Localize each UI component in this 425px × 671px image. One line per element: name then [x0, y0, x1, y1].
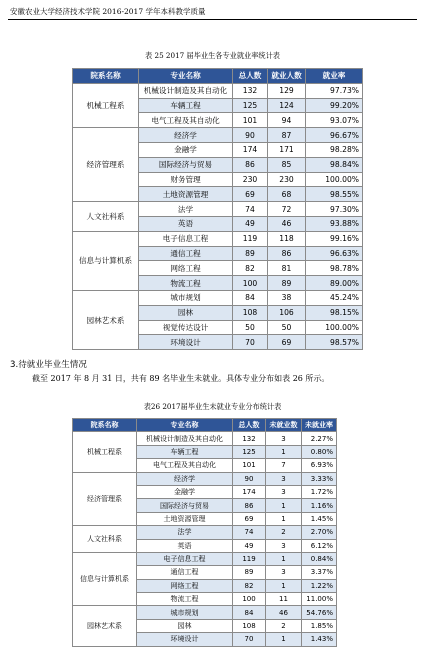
count-cell: 2	[266, 526, 302, 539]
total-cell: 70	[233, 335, 268, 350]
table26-unemployment	[72, 418, 337, 647]
section-paragraph: 截至 2017 年 8 月 31 日，共有 89 名毕业生未就业。具体专业分布如表 26 所示。	[32, 374, 330, 383]
major-cell: 网络工程	[137, 579, 233, 592]
major-cell: 车辆工程	[137, 445, 233, 458]
major-cell: 园林	[137, 619, 233, 632]
count-cell: 86	[268, 246, 306, 261]
count-cell: 1	[266, 499, 302, 512]
rate-cell: 98.78%	[306, 261, 363, 276]
total-cell: 100	[233, 276, 268, 291]
dept-cell: 机械工程系	[73, 432, 137, 472]
rate-cell: 98.15%	[306, 305, 363, 320]
major-cell: 英语	[137, 539, 233, 552]
rate-cell: 98.84%	[306, 157, 363, 172]
header-count: 就业人数	[268, 69, 306, 84]
count-cell: 69	[268, 335, 306, 350]
total-cell: 84	[233, 606, 266, 619]
count-cell: 1	[266, 579, 302, 592]
major-cell: 通信工程	[137, 566, 233, 579]
total-cell: 101	[233, 113, 268, 128]
count-cell: 129	[268, 83, 306, 98]
total-cell: 119	[233, 231, 268, 246]
major-cell: 网络工程	[139, 261, 233, 276]
count-cell: 85	[268, 157, 306, 172]
count-cell: 46	[266, 606, 302, 619]
table-row	[73, 83, 363, 98]
table26-header-row	[73, 419, 337, 432]
table-row	[73, 290, 363, 305]
major-cell: 电子信息工程	[137, 552, 233, 565]
count-cell: 1	[266, 445, 302, 458]
rate-cell: 96.63%	[306, 246, 363, 261]
header-dept: 院系名称	[73, 419, 137, 432]
total-cell: 69	[233, 187, 268, 202]
table-row	[73, 202, 363, 217]
major-cell: 法学	[137, 526, 233, 539]
total-cell: 82	[233, 579, 266, 592]
count-cell: 50	[268, 320, 306, 335]
major-cell: 金融学	[137, 485, 233, 498]
page-header: 安徽农业大学经济技术学院 2016-2017 学年本科教学质量	[10, 7, 206, 16]
dept-cell: 人文社科系	[73, 202, 139, 232]
major-cell: 机械设计制造及其自动化	[139, 83, 233, 98]
major-cell: 电子信息工程	[139, 231, 233, 246]
rate-cell: 96.67%	[306, 128, 363, 143]
table-row	[73, 526, 337, 539]
major-cell: 财务管理	[139, 172, 233, 187]
rate-cell: 98.28%	[306, 142, 363, 157]
major-cell: 园林	[139, 305, 233, 320]
rate-cell: 45.24%	[306, 290, 363, 305]
table-row	[73, 432, 337, 445]
rate-cell: 97.73%	[306, 83, 363, 98]
count-cell: 3	[266, 485, 302, 498]
major-cell: 环境设计	[137, 633, 233, 646]
major-cell: 物流工程	[139, 276, 233, 291]
count-cell: 38	[268, 290, 306, 305]
count-cell: 230	[268, 172, 306, 187]
major-cell: 电气工程及其自动化	[137, 459, 233, 472]
count-cell: 68	[268, 187, 306, 202]
major-cell: 城市规划	[137, 606, 233, 619]
count-cell: 3	[266, 566, 302, 579]
header-major: 专业名称	[137, 419, 233, 432]
rate-cell: 93.88%	[306, 216, 363, 231]
major-cell: 物流工程	[137, 593, 233, 606]
table25-header-row	[73, 69, 363, 84]
rate-cell: 100.00%	[306, 320, 363, 335]
rate-cell: 97.30%	[306, 202, 363, 217]
table-row	[73, 472, 337, 485]
total-cell: 49	[233, 539, 266, 552]
major-cell: 经济学	[139, 128, 233, 143]
total-cell: 174	[233, 485, 266, 498]
header-rule	[8, 19, 417, 20]
major-cell: 电气工程及其自动化	[139, 113, 233, 128]
section-title: 3.待就业毕业生情况	[10, 360, 87, 370]
rate-cell: 54.76%	[302, 606, 337, 619]
rate-cell: 1.45%	[302, 512, 337, 525]
rate-cell: 6.12%	[302, 539, 337, 552]
total-cell: 100	[233, 593, 266, 606]
count-cell: 1	[266, 552, 302, 565]
count-cell: 11	[266, 593, 302, 606]
total-cell: 125	[233, 98, 268, 113]
rate-cell: 6.93%	[302, 459, 337, 472]
major-cell: 金融学	[139, 142, 233, 157]
total-cell: 230	[233, 172, 268, 187]
count-cell: 171	[268, 142, 306, 157]
header-total: 总人数	[233, 419, 266, 432]
total-cell: 108	[233, 305, 268, 320]
rate-cell: 98.57%	[306, 335, 363, 350]
rate-cell: 3.33%	[302, 472, 337, 485]
total-cell: 84	[233, 290, 268, 305]
dept-cell: 园林艺术系	[73, 606, 137, 646]
dept-cell: 经济管理系	[73, 128, 139, 202]
major-cell: 土地资源管理	[139, 187, 233, 202]
major-cell: 机械设计制造及其自动化	[137, 432, 233, 445]
rate-cell: 1.43%	[302, 633, 337, 646]
rate-cell: 1.22%	[302, 579, 337, 592]
count-cell: 3	[266, 432, 302, 445]
count-cell: 1	[266, 512, 302, 525]
major-cell: 车辆工程	[139, 98, 233, 113]
dept-cell: 信息与计算机系	[73, 231, 139, 290]
rate-cell: 99.20%	[306, 98, 363, 113]
count-cell: 2	[266, 619, 302, 632]
header-count: 未就业数	[266, 419, 302, 432]
rate-cell: 1.85%	[302, 619, 337, 632]
rate-cell: 1.16%	[302, 499, 337, 512]
major-cell: 英语	[139, 216, 233, 231]
rate-cell: 2.27%	[302, 432, 337, 445]
rate-cell: 99.16%	[306, 231, 363, 246]
total-cell: 50	[233, 320, 268, 335]
major-cell: 土地资源管理	[137, 512, 233, 525]
total-cell: 132	[233, 83, 268, 98]
total-cell: 74	[233, 202, 268, 217]
count-cell: 124	[268, 98, 306, 113]
header-rate: 就业率	[306, 69, 363, 84]
table25-caption: 表 25 2017 届毕业生各专业就业率统计表	[145, 51, 280, 60]
rate-cell: 11.00%	[302, 593, 337, 606]
rate-cell: 2.70%	[302, 526, 337, 539]
total-cell: 125	[233, 445, 266, 458]
header-dept: 院系名称	[73, 69, 139, 84]
table26-caption: 表26 2017届毕业生未就业专业分布统计表	[143, 402, 282, 411]
total-cell: 101	[233, 459, 266, 472]
rate-cell: 0.80%	[302, 445, 337, 458]
table-row	[73, 128, 363, 143]
count-cell: 46	[268, 216, 306, 231]
count-cell: 118	[268, 231, 306, 246]
major-cell: 城市规划	[139, 290, 233, 305]
total-cell: 89	[233, 566, 266, 579]
total-cell: 70	[233, 633, 266, 646]
table-row	[73, 231, 363, 246]
table-row	[73, 552, 337, 565]
total-cell: 74	[233, 526, 266, 539]
count-cell: 81	[268, 261, 306, 276]
dept-cell: 机械工程系	[73, 83, 139, 127]
rate-cell: 0.84%	[302, 552, 337, 565]
header-major: 专业名称	[139, 69, 233, 84]
rate-cell: 98.55%	[306, 187, 363, 202]
rate-cell: 93.07%	[306, 113, 363, 128]
dept-cell: 信息与计算机系	[73, 552, 137, 606]
rate-cell: 100.00%	[306, 172, 363, 187]
major-cell: 通信工程	[139, 246, 233, 261]
table25-employment-rate	[72, 68, 363, 350]
total-cell: 49	[233, 216, 268, 231]
rate-cell: 1.72%	[302, 485, 337, 498]
total-cell: 86	[233, 157, 268, 172]
table-row	[73, 606, 337, 619]
dept-cell: 经济管理系	[73, 472, 137, 526]
count-cell: 1	[266, 633, 302, 646]
dept-cell: 园林艺术系	[73, 290, 139, 349]
major-cell: 国际经济与贸易	[137, 499, 233, 512]
count-cell: 94	[268, 113, 306, 128]
total-cell: 132	[233, 432, 266, 445]
count-cell: 89	[268, 276, 306, 291]
total-cell: 108	[233, 619, 266, 632]
header-total: 总人数	[233, 69, 268, 84]
total-cell: 119	[233, 552, 266, 565]
header-rate: 未就业率	[302, 419, 337, 432]
rate-cell: 3.37%	[302, 566, 337, 579]
total-cell: 86	[233, 499, 266, 512]
count-cell: 106	[268, 305, 306, 320]
rate-cell: 89.00%	[306, 276, 363, 291]
major-cell: 视觉传达设计	[139, 320, 233, 335]
total-cell: 89	[233, 246, 268, 261]
total-cell: 82	[233, 261, 268, 276]
total-cell: 90	[233, 128, 268, 143]
total-cell: 69	[233, 512, 266, 525]
major-cell: 国际经济与贸易	[139, 157, 233, 172]
major-cell: 环境设计	[139, 335, 233, 350]
total-cell: 90	[233, 472, 266, 485]
count-cell: 72	[268, 202, 306, 217]
major-cell: 法学	[139, 202, 233, 217]
major-cell: 经济学	[137, 472, 233, 485]
count-cell: 87	[268, 128, 306, 143]
count-cell: 7	[266, 459, 302, 472]
count-cell: 3	[266, 539, 302, 552]
total-cell: 174	[233, 142, 268, 157]
count-cell: 3	[266, 472, 302, 485]
dept-cell: 人文社科系	[73, 526, 137, 553]
